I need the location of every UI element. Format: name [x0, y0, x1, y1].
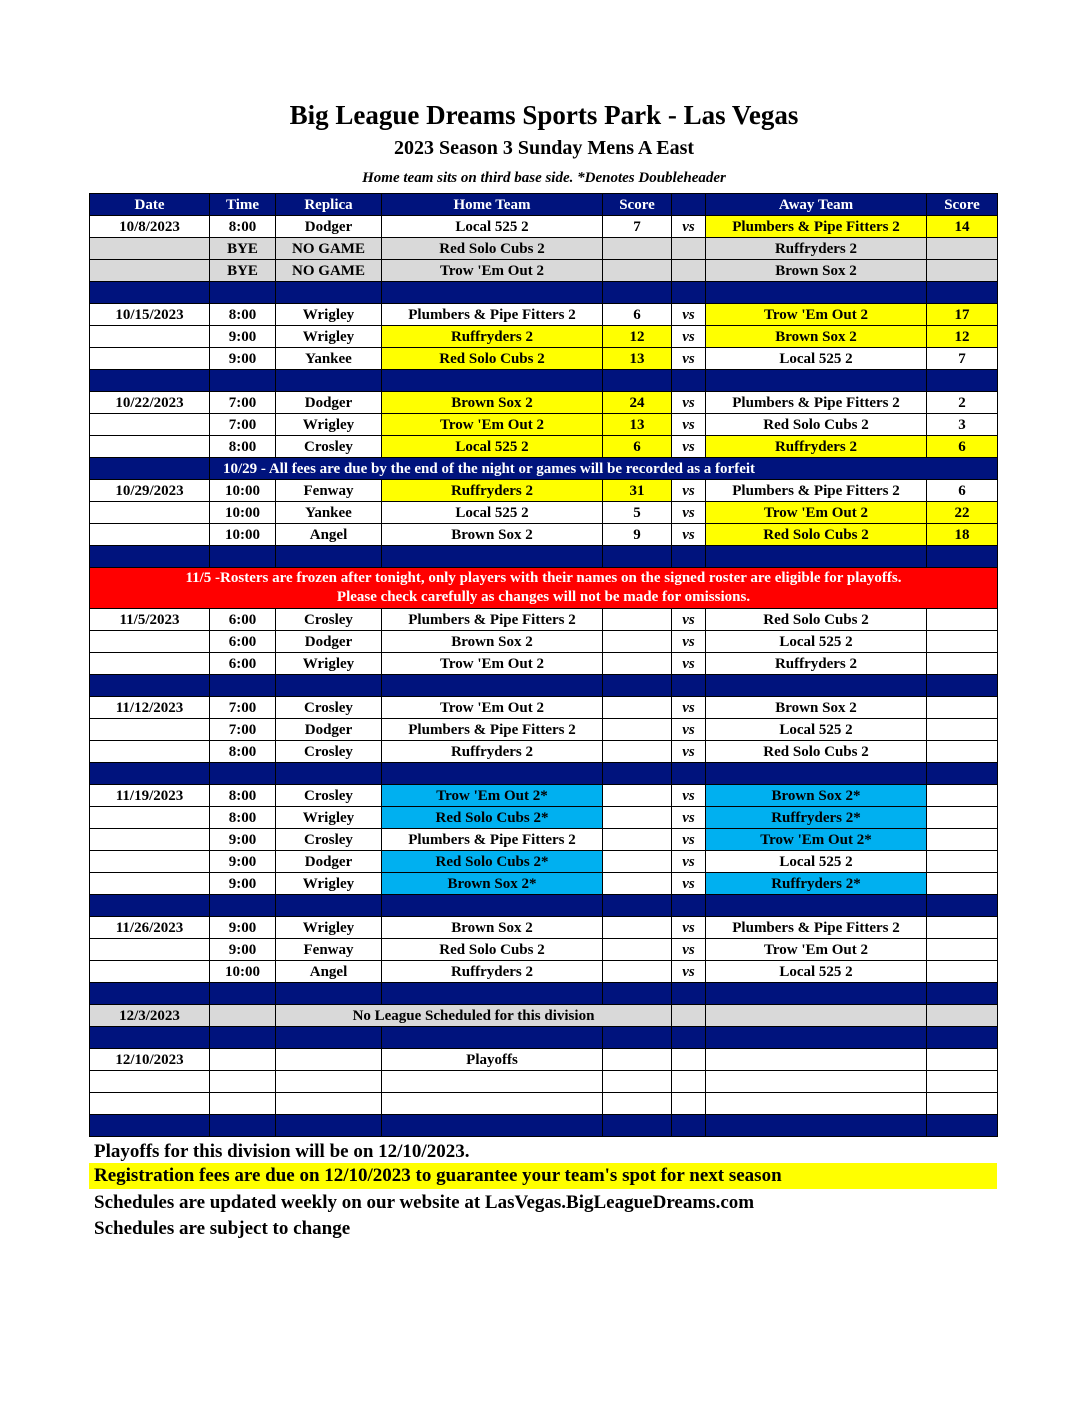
separator-row — [90, 1027, 998, 1049]
separator-row — [90, 282, 998, 304]
col-vs — [672, 194, 706, 216]
table-row: 9:00 Crosley Plumbers & Pipe Fitters 2 vs Trow 'Em Out 2* — [90, 829, 998, 851]
empty-row — [90, 1093, 998, 1115]
separator-row — [90, 895, 998, 917]
table-row: 11/12/2023 7:00 Crosley Trow 'Em Out 2 vs Brown Sox 2 — [90, 697, 998, 719]
col-home-score: Score — [603, 194, 672, 216]
change-note: Schedules are subject to change — [94, 1218, 351, 1239]
col-replica: Replica — [276, 194, 382, 216]
table-row: 12/10/2023 Playoffs — [90, 1049, 998, 1071]
table-row: 10/22/2023 7:00 Dodger Brown Sox 2 24 vs Plumbers & Pipe Fitters 2 2 — [90, 392, 998, 414]
playoffs-text: Playoffs — [382, 1049, 603, 1071]
playoffs-date-note: Playoffs for this division will be on 12/10/2023. — [94, 1141, 470, 1162]
table-row: 7:00 Dodger Plumbers & Pipe Fitters 2 vs Local 525 2 — [90, 719, 998, 741]
table-row: 9:00 Wrigley Brown Sox 2* vs Ruffryders 2* — [90, 873, 998, 895]
schedule-note: Home team sits on third base side. *Denotes Doubleheader — [362, 170, 726, 186]
separator-row — [90, 1115, 998, 1137]
table-row: 9:00 Dodger Red Solo Cubs 2* vs Local 525 2 — [90, 851, 998, 873]
table-header-row — [90, 194, 998, 216]
empty-row — [90, 1071, 998, 1093]
separator-row — [90, 370, 998, 392]
table-row: 6:00 Wrigley Trow 'Em Out 2 vs Ruffryders 2 — [90, 653, 998, 675]
table-row: BYE NO GAME Trow 'Em Out 2 Brown Sox 2 — [90, 260, 998, 282]
col-away-score: Score — [927, 194, 998, 216]
table-row: 10:00 Angel Ruffryders 2 vs Local 525 2 — [90, 961, 998, 983]
roster-alert: 11/5 -Rosters are frozen after tonight, only players with their names on the signed roster are eligible for playoffs. Please check carefully as changes will not be made for omissions. — [90, 568, 998, 609]
table-row: 10/15/2023 8:00 Wrigley Plumbers & Pipe Fitters 2 6 vs Trow 'Em Out 2 17 — [90, 304, 998, 326]
table-row: 10/8/2023 8:00 Dodger Local 525 2 7 vs Plumbers & Pipe Fitters 2 14 — [90, 216, 998, 238]
table-row: 12/3/2023 No League Scheduled for this division — [90, 1005, 998, 1027]
separator-row — [90, 546, 998, 568]
alert-row — [90, 568, 998, 609]
page-title: Big League Dreams Sports Park - Las Vegas — [289, 100, 799, 130]
col-home-team: Home Team — [382, 194, 603, 216]
col-time: Time — [210, 194, 276, 216]
col-date: Date — [90, 194, 210, 216]
page-subtitle: 2023 Season 3 Sunday Mens A East — [393, 137, 695, 159]
table-row: 10:00 Angel Brown Sox 2 9 vs Red Solo Cubs 2 18 — [90, 524, 998, 546]
col-away-team: Away Team — [706, 194, 927, 216]
table-row: 8:00 Crosley Local 525 2 6 vs Ruffryders 2 6 — [90, 436, 998, 458]
website-note: Schedules are updated weekly on our website at LasVegas.BigLeagueDreams.com — [94, 1192, 755, 1213]
table-row: 6:00 Dodger Brown Sox 2 vs Local 525 2 — [90, 631, 998, 653]
table-row: 11/5/2023 6:00 Crosley Plumbers & Pipe Fitters 2 vs Red Solo Cubs 2 — [90, 609, 998, 631]
table-row: 8:00 Crosley Ruffryders 2 vs Red Solo Cubs 2 — [90, 741, 998, 763]
fees-notice: 10/29 - All fees are due by the end of the night or games will be recorded as a forfeit — [210, 458, 998, 480]
table-row: 7:00 Wrigley Trow 'Em Out 2 13 vs Red Solo Cubs 2 3 — [90, 414, 998, 436]
table-row: 11/19/2023 8:00 Crosley Trow 'Em Out 2* vs Brown Sox 2* — [90, 785, 998, 807]
table-row: 9:00 Yankee Red Solo Cubs 2 13 vs Local 525 2 7 — [90, 348, 998, 370]
separator-row — [90, 983, 998, 1005]
separator-row — [90, 763, 998, 785]
table-row: 9:00 Wrigley Ruffryders 2 12 vs Brown Sox 2 12 — [90, 326, 998, 348]
registration-note: Registration fees are due on 12/10/2023 to guarantee your team's spot for next season — [89, 1163, 997, 1189]
table-row: BYE NO GAME Red Solo Cubs 2 Ruffryders 2 — [90, 238, 998, 260]
notice-row — [90, 458, 998, 480]
schedule-table — [89, 193, 998, 1137]
no-league-text: No League Scheduled for this division — [276, 1005, 672, 1027]
table-row: 9:00 Fenway Red Solo Cubs 2 vs Trow 'Em Out 2 — [90, 939, 998, 961]
table-row: 10/29/2023 10:00 Fenway Ruffryders 2 31 vs Plumbers & Pipe Fitters 2 6 — [90, 480, 998, 502]
table-row: 8:00 Wrigley Red Solo Cubs 2* vs Ruffryders 2* — [90, 807, 998, 829]
table-row: 10:00 Yankee Local 525 2 5 vs Trow 'Em Out 2 22 — [90, 502, 998, 524]
separator-row — [90, 675, 998, 697]
table-row: 11/26/2023 9:00 Wrigley Brown Sox 2 vs Plumbers & Pipe Fitters 2 — [90, 917, 998, 939]
